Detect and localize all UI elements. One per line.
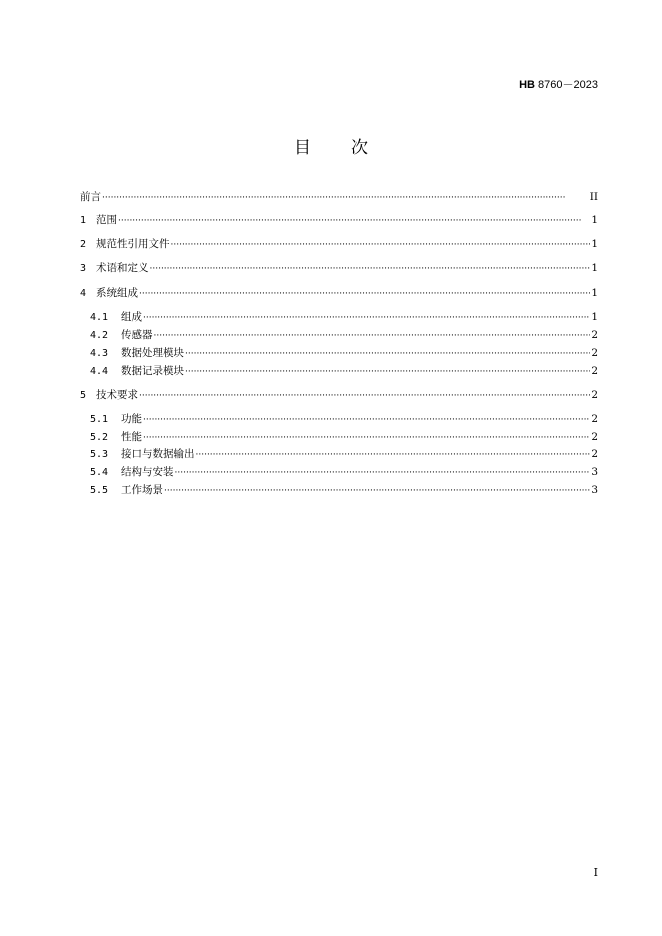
toc-entry[interactable] xyxy=(90,310,598,324)
toc-entry[interactable] xyxy=(80,190,598,204)
toc-entry[interactable] xyxy=(90,412,598,426)
toc-entry-label: 数据处理模块 xyxy=(121,347,184,359)
toc-entry[interactable] xyxy=(80,213,598,227)
toc-entry-number: 5 xyxy=(80,390,87,401)
toc-entry-label: 工作场景 xyxy=(121,484,163,496)
toc-entry-page: II xyxy=(589,191,598,203)
toc-entry[interactable] xyxy=(90,465,598,479)
toc-entry-number: 4.2 xyxy=(90,330,109,341)
toc-entry[interactable] xyxy=(80,237,598,251)
toc-entry-number: 5.5 xyxy=(90,485,109,496)
toc-dot-leader xyxy=(196,448,591,462)
toc-entry-page: 1 xyxy=(591,238,598,250)
toc-entry-number: 4.3 xyxy=(90,348,109,359)
toc-title: 目次 xyxy=(294,138,408,158)
toc-entry-number: 4 xyxy=(80,288,87,299)
toc-entry-number: 5.1 xyxy=(90,414,109,425)
toc-dot-leader xyxy=(139,287,590,301)
toc-entry[interactable] xyxy=(90,483,598,497)
toc-entry-label: 系统组成 xyxy=(96,287,138,299)
toc-entry-label: 功能 xyxy=(121,413,142,425)
toc-entry-page: 1 xyxy=(591,311,598,323)
toc-entry-label: 接口与数据输出 xyxy=(121,448,195,460)
toc-entry[interactable] xyxy=(90,364,598,378)
toc-entry-label: 性能 xyxy=(121,431,142,443)
toc-dot-leader xyxy=(150,262,591,276)
toc-dot-leader xyxy=(185,365,590,379)
toc-dot-leader xyxy=(185,347,590,361)
toc-entry[interactable] xyxy=(80,261,598,275)
toc-entry-label: 组成 xyxy=(121,311,142,323)
toc-entry-number: 5.2 xyxy=(90,432,109,443)
toc-entry-number: 5.4 xyxy=(90,467,109,478)
toc-entry-number: 3 xyxy=(80,263,87,274)
toc-entry[interactable] xyxy=(80,388,598,402)
toc-entry-label: 结构与安装 xyxy=(121,466,174,478)
toc-dot-leader xyxy=(118,214,590,228)
toc-dot-leader xyxy=(175,466,591,480)
toc-entry-number: 5.3 xyxy=(90,449,109,460)
page-number: I xyxy=(593,866,598,879)
toc-entry-page: 2 xyxy=(591,431,598,443)
toc-dot-leader xyxy=(154,329,591,343)
toc-dot-leader xyxy=(164,484,590,498)
toc-entry-page: 2 xyxy=(591,329,598,341)
toc-dot-leader xyxy=(102,191,589,205)
standard-code: 8760－2023 xyxy=(538,79,598,91)
toc-entry[interactable] xyxy=(90,346,598,360)
toc-entry-page: 3 xyxy=(591,484,598,496)
toc-entry-page: 3 xyxy=(591,466,598,478)
toc-dot-leader xyxy=(143,413,590,427)
toc-entry-label: 前言 xyxy=(80,191,101,203)
toc-dot-leader xyxy=(139,389,590,403)
toc-entry-page: 2 xyxy=(591,365,598,377)
toc-dot-leader xyxy=(171,238,591,252)
toc-entry-label: 技术要求 xyxy=(96,389,138,401)
toc-entry-page: 2 xyxy=(591,413,598,425)
toc-entry-page: 1 xyxy=(591,287,598,299)
toc-entry-page: 2 xyxy=(591,347,598,359)
toc-entry-number: 4.4 xyxy=(90,366,109,377)
toc-dot-leader xyxy=(143,431,590,445)
toc-entry[interactable] xyxy=(90,328,598,342)
toc-entry-label: 规范性引用文件 xyxy=(96,238,170,250)
toc-dot-leader xyxy=(143,311,590,325)
toc-entry[interactable] xyxy=(90,430,598,444)
toc-entry-page: 1 xyxy=(591,214,598,226)
toc-entry-number: 4.1 xyxy=(90,312,109,323)
toc-entry-label: 传感器 xyxy=(121,329,153,341)
toc-entry-page: 2 xyxy=(591,389,598,401)
toc-entry-label: 数据记录模块 xyxy=(121,365,184,377)
toc-entry-label: 术语和定义 xyxy=(96,262,149,274)
toc-entry-number: 1 xyxy=(80,215,87,226)
standard-number xyxy=(519,76,598,92)
standard-prefix: HB xyxy=(519,79,535,91)
toc-entry[interactable] xyxy=(80,286,598,300)
toc-entry-page: 1 xyxy=(591,262,598,274)
toc-entry-label: 范围 xyxy=(96,214,117,226)
toc-entry-number: 2 xyxy=(80,239,87,250)
toc-entry[interactable] xyxy=(90,447,598,461)
toc-entry-page: 2 xyxy=(591,448,598,460)
